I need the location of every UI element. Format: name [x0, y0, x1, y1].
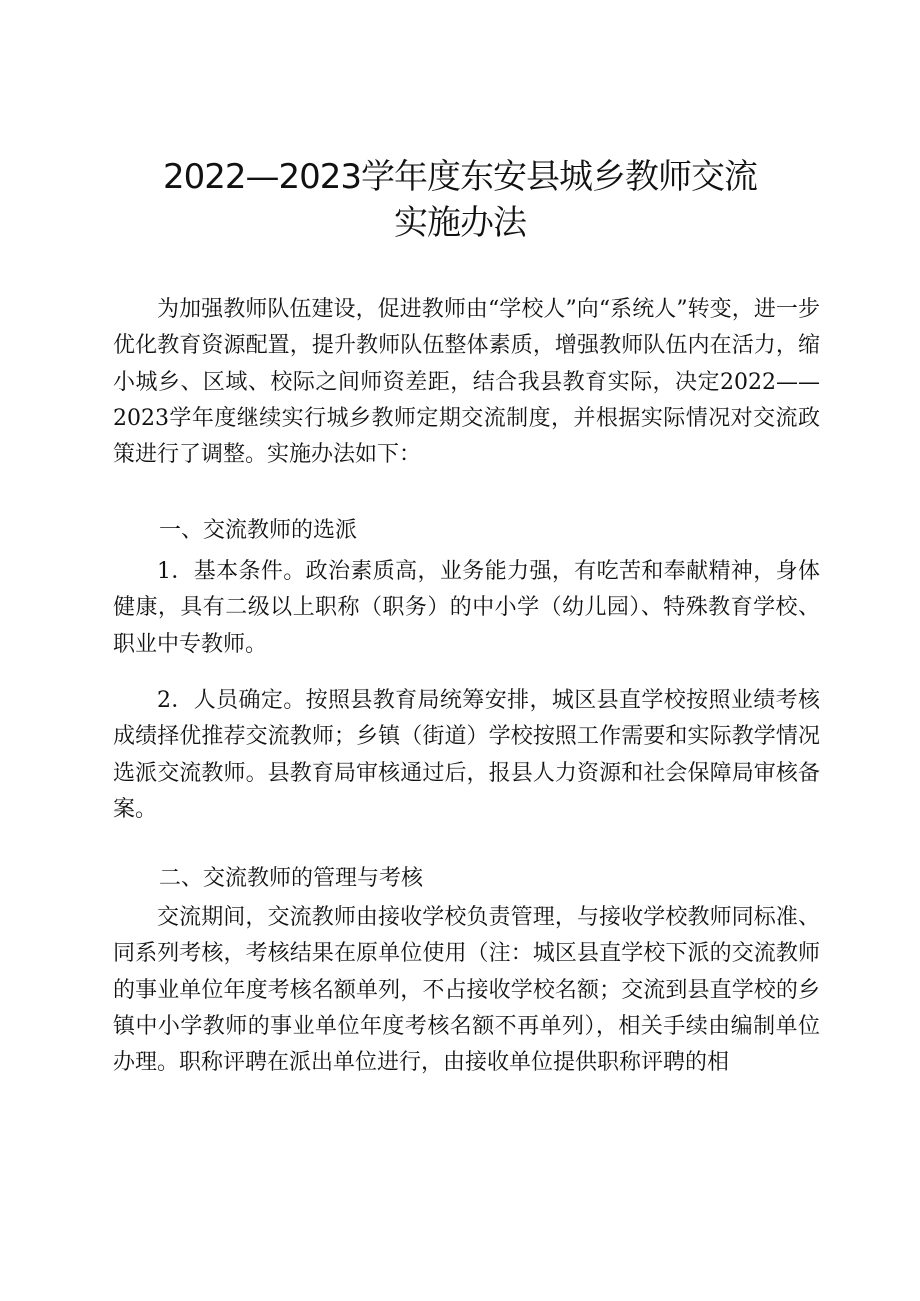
section-2-paragraph-1: 交流期间，交流教师由接收学校负责管理，与接收学校教师同标准、同系列考核，考核结果在原单位使用（注：城区县直学校下派的交流教师的事业单位年度考核名额单列，不占接收学校名额；交流到县直学校的乡镇中小学教师的事业单位年度考核名额不再单列），相关手续由编制单位办理。职称评聘在派出单位进行，由接收单位提供职称评聘的相	[113, 905, 820, 1076]
section-1-paragraph-2: 2．人员确定。按照县教育局统筹安排，城区县直学校按照业绩考核成绩择优推荐交流教师；乡镇（街道）学校按照工作需要和实际教学情况选派交流教师。县教育局审核通过后，报县人力资源和社会保障局审核备案。	[113, 688, 820, 822]
section-heading-1: 一、交流教师的选派	[159, 518, 358, 543]
section-heading-2: 二、交流教师的管理与考核	[159, 866, 424, 891]
intro-paragraph: 为加强教师队伍建设，促进教师由“学校人”向“系统人”转变，进一步优化教育资源配置，提升教师队伍整体素质，增强教师队伍内在活力，缩小城乡、区域、校际之间师资差距，结合我县教育实际，决定2022——2023学年度继续实行城乡教师定期交流制度，并根据实际情况对交流政策进行了调整。实施办法如下：	[113, 297, 820, 468]
document-title-line1: 2022—2023学年度东安县城乡教师交流	[162, 157, 758, 197]
section-1-paragraph-1: 1．基本条件。政治素质高，业务能力强，有吃苦和奉献精神，身体健康，具有二级以上职称（职务）的中小学（幼儿园）、特殊教育学校、职业中专教师。	[113, 559, 820, 657]
document-title-line2: 实施办法	[394, 203, 526, 243]
